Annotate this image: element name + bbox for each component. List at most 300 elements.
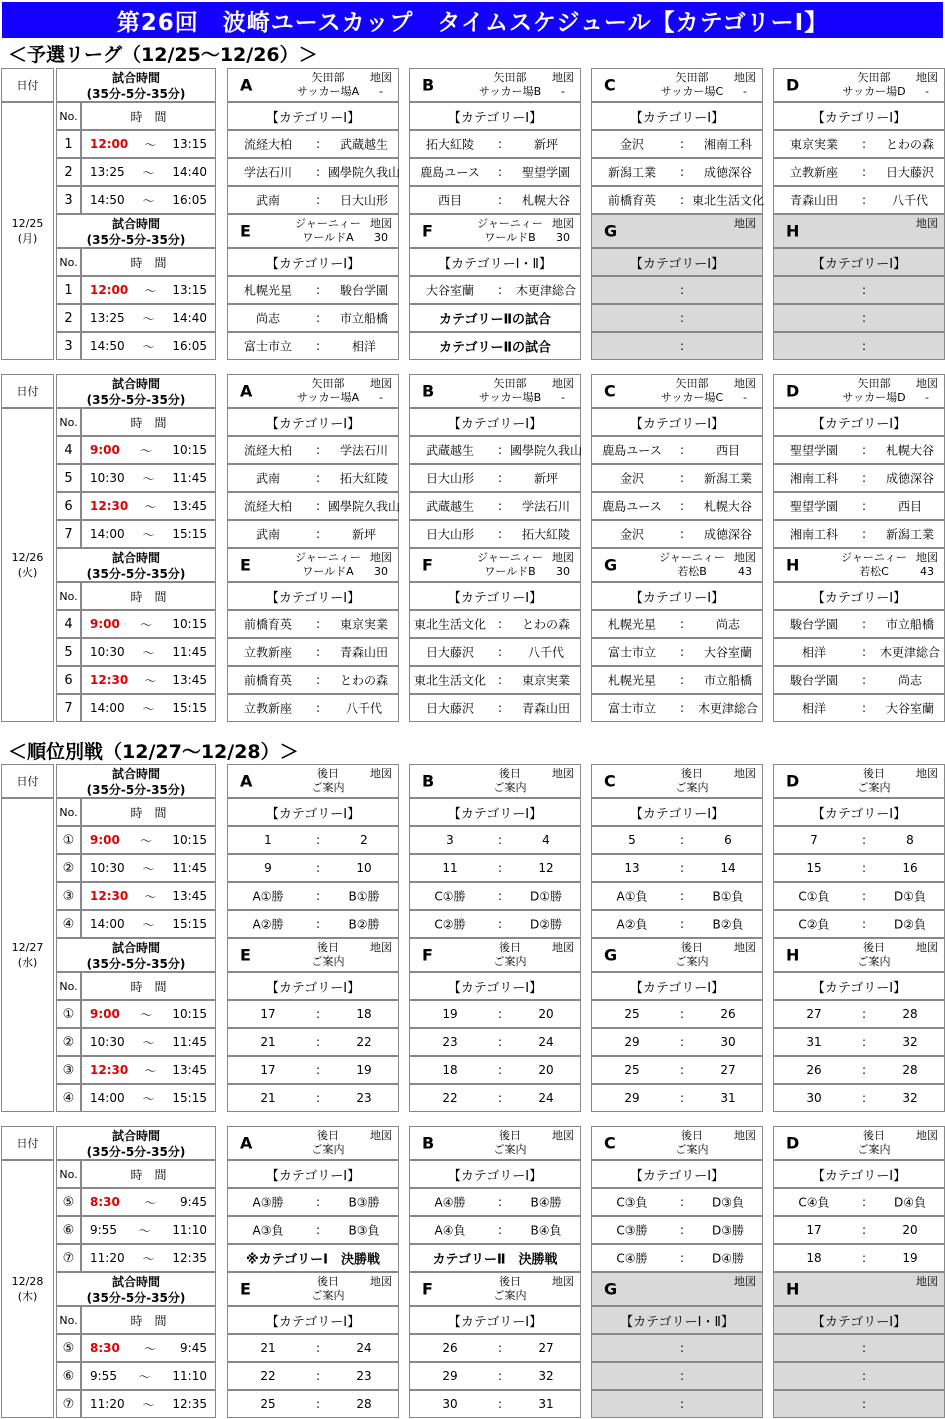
map-link[interactable]: 地図 - <box>370 377 392 404</box>
map-link[interactable]: 地図 <box>370 1129 392 1142</box>
no-header: No. <box>56 1306 81 1334</box>
match-cell <box>409 826 581 854</box>
match-time <box>81 610 216 638</box>
map-link[interactable]: 地図 - <box>370 71 392 98</box>
away-team: 拓大紅陵 <box>339 471 388 486</box>
home-team: 流経大柏 <box>243 443 292 458</box>
versus-colon: : <box>679 833 685 847</box>
match-cell <box>227 1334 399 1362</box>
start-time: 12:00 <box>90 283 129 297</box>
tilde: ～ <box>144 499 157 514</box>
home-team: 18 <box>806 1251 822 1265</box>
venue-name: 後日 ご案内 <box>675 767 709 794</box>
tilde: ～ <box>143 1341 156 1356</box>
match-time <box>81 186 216 214</box>
away-team: 23 <box>356 1091 372 1105</box>
match-time <box>81 854 216 882</box>
venue-header-b <box>409 374 581 408</box>
time-header <box>56 1126 216 1160</box>
tilde: ～ <box>142 165 155 180</box>
venue-letter: A <box>240 1133 253 1153</box>
date-header: 日付 <box>1 68 54 102</box>
away-team: B④勝 <box>530 1195 562 1210</box>
match-cell <box>409 910 581 938</box>
home-team: 富士市立 <box>243 339 292 354</box>
match-time <box>81 1244 216 1272</box>
venue-category: 【カテゴリーⅠ】 <box>227 1306 399 1334</box>
start-time: 12:30 <box>90 889 129 903</box>
match-time <box>81 130 216 158</box>
home-team: 11 <box>442 861 458 875</box>
time-header <box>56 68 216 102</box>
end-time: 9:45 <box>180 1195 207 1209</box>
venue-header-f <box>409 548 581 582</box>
match-number: ⑥ <box>56 1216 81 1244</box>
versus-colon: : <box>679 1341 685 1355</box>
tilde: ～ <box>142 471 155 486</box>
match-cell <box>227 186 399 214</box>
venue-header-g <box>591 1272 763 1306</box>
map-link[interactable]: 地図 <box>734 1275 756 1288</box>
map-link[interactable]: 地図 43 <box>916 551 938 578</box>
versus-colon: : <box>679 1195 685 1209</box>
map-link[interactable]: 地図 <box>734 767 756 780</box>
match-cell <box>773 666 945 694</box>
map-link[interactable]: 地図 <box>734 941 756 954</box>
map-link[interactable]: 地図 <box>916 767 938 780</box>
match-cell <box>591 276 763 304</box>
home-team: C②勝 <box>434 917 466 932</box>
match-time <box>81 276 216 304</box>
home-team: 日大藤沢 <box>425 645 474 660</box>
map-link[interactable]: 地図 <box>734 217 756 230</box>
venue-name: ジャーニィー ワールドB <box>477 217 543 244</box>
away-team: 八千代 <box>345 701 382 716</box>
venue-name: 矢田部 サッカー場D <box>842 377 906 404</box>
away-team: 28 <box>356 1397 372 1411</box>
venue-letter: C <box>604 75 616 95</box>
away-team: 八千代 <box>891 193 928 208</box>
home-team: 聖望学園 <box>789 443 838 458</box>
map-link[interactable]: 地図 <box>552 767 574 780</box>
home-team: A①勝 <box>252 889 284 904</box>
venue-letter: H <box>786 945 800 965</box>
time-header-format: (35分-5分-35分) <box>86 1145 186 1159</box>
match-time <box>81 436 216 464</box>
versus-colon: : <box>861 917 867 931</box>
match-time <box>81 1000 216 1028</box>
match-cell <box>227 1188 399 1216</box>
end-time: 11:10 <box>172 1223 207 1237</box>
venue-header-h <box>773 1272 945 1306</box>
home-team: 日大山形 <box>425 471 474 486</box>
match-number: 7 <box>56 520 81 548</box>
venue-name: 後日 ご案内 <box>493 767 527 794</box>
versus-colon: : <box>315 1091 321 1105</box>
start-time: 13:25 <box>90 311 125 325</box>
venue-letter: E <box>240 221 251 241</box>
page-title: 第26回 波崎ユースカップ タイムスケジュール【カテゴリーⅠ】 <box>2 2 943 38</box>
time-header-label: 試合時間 <box>111 941 160 955</box>
venue-header-a <box>227 68 399 102</box>
map-link[interactable]: 地図 <box>370 767 392 780</box>
end-time: 16:05 <box>172 339 207 353</box>
versus-colon: : <box>679 339 685 353</box>
versus-colon: : <box>497 1195 503 1209</box>
versus-colon: : <box>679 1091 685 1105</box>
start-time: 12:30 <box>90 1063 129 1077</box>
match-number: 4 <box>56 610 81 638</box>
venue-header-e <box>227 548 399 582</box>
end-time: 11:45 <box>172 645 207 659</box>
venue-header-d <box>773 374 945 408</box>
away-team: とわの森 <box>885 137 934 152</box>
home-team: 1 <box>264 833 272 847</box>
map-link[interactable]: 地図 43 <box>734 551 756 578</box>
start-time: 10:30 <box>90 645 125 659</box>
map-link[interactable]: 地図 <box>916 1275 938 1288</box>
home-team: 湘南工科 <box>789 471 838 486</box>
tilde: ～ <box>142 1397 155 1412</box>
map-link[interactable]: 地図 30 <box>552 551 574 578</box>
map-link[interactable]: 地図 <box>552 941 574 954</box>
versus-colon: : <box>497 833 503 847</box>
versus-colon: : <box>497 1007 503 1021</box>
home-team: 21 <box>260 1035 276 1049</box>
versus-colon: : <box>315 471 321 485</box>
match-cell <box>591 332 763 360</box>
time-header-format: (35分-5分-35分) <box>86 783 186 797</box>
versus-colon: : <box>679 861 685 875</box>
map-link[interactable]: 地図 <box>734 1129 756 1142</box>
match-cell <box>773 464 945 492</box>
match-note: カテゴリーⅡの試合 <box>438 312 552 328</box>
no-header: No. <box>56 408 81 436</box>
home-team: 駿台学園 <box>789 673 838 688</box>
away-team: 14 <box>720 861 736 875</box>
match-cell <box>591 910 763 938</box>
versus-colon: : <box>679 1397 685 1411</box>
end-time: 10:15 <box>172 443 207 457</box>
map-link[interactable]: 地図 - <box>552 377 574 404</box>
away-team: 19 <box>356 1063 372 1077</box>
away-team: 28 <box>902 1063 918 1077</box>
map-link[interactable]: 地図 <box>552 1275 574 1288</box>
start-time: 10:30 <box>90 861 125 875</box>
start-time: 9:00 <box>90 443 120 457</box>
venue-category: 【カテゴリーⅠ】 <box>773 972 945 1000</box>
venue-letter: D <box>786 381 800 401</box>
home-team: 札幌光星 <box>243 283 292 298</box>
map-link[interactable]: 地図 - <box>552 71 574 98</box>
venue-category: 【カテゴリーⅠ】 <box>409 408 581 436</box>
time-header-format: (35分-5分-35分) <box>86 567 186 581</box>
tilde: ～ <box>142 1251 155 1266</box>
match-cell <box>227 1056 399 1084</box>
versus-colon: : <box>861 889 867 903</box>
tilde: ～ <box>142 1035 155 1050</box>
venue-name: 後日 ご案内 <box>311 1129 345 1156</box>
away-team: 青森山田 <box>339 645 388 660</box>
venue-name: 矢田部 サッカー場B <box>478 377 542 404</box>
date-header: 日付 <box>1 764 54 798</box>
versus-colon: : <box>315 889 321 903</box>
home-team: C③負 <box>616 1195 648 1210</box>
end-time: 12:35 <box>172 1397 207 1411</box>
venue-letter: A <box>240 381 253 401</box>
versus-colon: : <box>315 1223 321 1237</box>
no-header: No. <box>56 102 81 130</box>
match-cell <box>773 826 945 854</box>
versus-colon: : <box>861 1091 867 1105</box>
match-cell <box>409 610 581 638</box>
map-link[interactable]: 地図 30 <box>552 217 574 244</box>
venue-header-a <box>227 1126 399 1160</box>
venue-category: 【カテゴリーⅠ】 <box>227 408 399 436</box>
match-time <box>81 332 216 360</box>
home-team: A③負 <box>252 1223 284 1238</box>
away-team: 東京実業 <box>521 673 570 688</box>
match-number: ⑦ <box>56 1390 81 1418</box>
date-cell: 12/25 (月) <box>1 102 54 360</box>
versus-colon: : <box>315 311 321 325</box>
away-team: 20 <box>902 1223 918 1237</box>
away-team: 4 <box>542 833 550 847</box>
venue-name: ジャーニィー ワールドA <box>295 551 361 578</box>
venue-header-c <box>591 374 763 408</box>
venue-header-e <box>227 1272 399 1306</box>
start-time: 12:00 <box>90 137 129 151</box>
match-cell <box>591 638 763 666</box>
time-header <box>56 938 216 972</box>
match-cell <box>591 186 763 214</box>
away-team: 札幌大谷 <box>703 499 752 514</box>
match-cell <box>591 1000 763 1028</box>
versus-colon: : <box>315 1007 321 1021</box>
end-time: 11:45 <box>172 471 207 485</box>
match-cell <box>591 1390 763 1418</box>
match-cell <box>409 1084 581 1112</box>
time-header <box>56 214 216 248</box>
map-link[interactable]: 地図 - <box>916 71 938 98</box>
end-time: 12:35 <box>172 1251 207 1265</box>
end-time: 15:15 <box>172 527 207 541</box>
venue-category: 【カテゴリーⅠ】 <box>227 248 399 276</box>
home-team: 流経大柏 <box>243 137 292 152</box>
map-link[interactable]: 地図 - <box>734 71 756 98</box>
tilde: ～ <box>142 339 155 354</box>
away-team: 札幌大谷 <box>521 193 570 208</box>
versus-colon: : <box>497 499 503 513</box>
tilde: ～ <box>142 861 155 876</box>
map-link[interactable]: 地図 30 <box>370 217 392 244</box>
home-team: 武蔵越生 <box>425 499 474 514</box>
versus-colon: : <box>679 1223 685 1237</box>
away-team: B③勝 <box>348 1195 380 1210</box>
venue-category: 【カテゴリーⅠ】 <box>773 1160 945 1188</box>
versus-colon: : <box>315 137 321 151</box>
versus-colon: : <box>861 527 867 541</box>
away-team: 28 <box>902 1007 918 1021</box>
venue-header-d <box>773 1126 945 1160</box>
versus-colon: : <box>497 1397 503 1411</box>
match-cell <box>227 276 399 304</box>
match-time <box>81 1056 216 1084</box>
away-team: B①勝 <box>348 889 380 904</box>
tilde: ～ <box>140 617 153 632</box>
venue-header-a <box>227 374 399 408</box>
away-team: 成徳深谷 <box>885 471 934 486</box>
match-cell <box>773 1084 945 1112</box>
home-team: 18 <box>442 1063 458 1077</box>
match-cell <box>409 464 581 492</box>
versus-colon: : <box>679 137 685 151</box>
time-header-format: (35分-5分-35分) <box>86 393 186 407</box>
map-link[interactable]: 地図 <box>552 1129 574 1142</box>
versus-colon: : <box>679 1035 685 1049</box>
versus-colon: : <box>861 617 867 631</box>
match-cell <box>409 882 581 910</box>
venue-category: 【カテゴリーⅠ】 <box>591 408 763 436</box>
home-team: 21 <box>260 1091 276 1105</box>
venue-category: 【カテゴリーⅠ】 <box>591 582 763 610</box>
home-team: 9 <box>264 861 272 875</box>
versus-colon: : <box>861 1397 867 1411</box>
venue-name: ジャーニィー 若松C <box>841 551 907 578</box>
map-link[interactable]: 地図 <box>916 1129 938 1142</box>
start-time: 11:20 <box>90 1397 125 1411</box>
match-cell <box>591 610 763 638</box>
match-cell <box>773 130 945 158</box>
match-cell <box>591 1244 763 1272</box>
time-header-label: 試合時間 <box>111 71 160 85</box>
versus-colon: : <box>497 527 503 541</box>
home-team: 青森山田 <box>789 193 838 208</box>
away-team: 10 <box>356 861 372 875</box>
end-time: 13:45 <box>172 499 207 513</box>
venue-letter: E <box>240 555 251 575</box>
start-time: 9:00 <box>90 617 120 631</box>
match-number: 6 <box>56 492 81 520</box>
time-header-label: 試合時間 <box>111 551 160 565</box>
home-team: 5 <box>628 833 636 847</box>
match-cell <box>591 666 763 694</box>
away-team: 湘南工科 <box>703 137 752 152</box>
start-time: 9:00 <box>90 833 120 847</box>
match-cell <box>591 1028 763 1056</box>
match-cell <box>773 332 945 360</box>
venue-letter: E <box>240 945 251 965</box>
match-cell <box>409 1056 581 1084</box>
match-cell <box>773 610 945 638</box>
versus-colon: : <box>861 701 867 715</box>
versus-colon: : <box>861 1251 867 1265</box>
match-number: ④ <box>56 910 81 938</box>
away-team: 聖望学園 <box>521 165 570 180</box>
home-team: 流経大柏 <box>243 499 292 514</box>
map-link[interactable]: 地図 <box>916 941 938 954</box>
match-cell <box>591 464 763 492</box>
match-cell <box>773 638 945 666</box>
map-link[interactable]: 地図 <box>370 941 392 954</box>
match-cell <box>409 1390 581 1418</box>
map-link[interactable]: 地図 - <box>916 377 938 404</box>
tilde: ～ <box>142 1091 155 1106</box>
versus-colon: : <box>861 1035 867 1049</box>
home-team: 23 <box>442 1035 458 1049</box>
versus-colon: : <box>679 617 685 631</box>
match-cell <box>591 1188 763 1216</box>
venue-category: 【カテゴリーⅠ】 <box>409 582 581 610</box>
versus-colon: : <box>861 471 867 485</box>
map-link[interactable]: 地図 <box>916 217 938 230</box>
match-cell <box>773 1028 945 1056</box>
match-cell <box>591 1216 763 1244</box>
map-link[interactable]: 地図 - <box>734 377 756 404</box>
match-number: 2 <box>56 304 81 332</box>
versus-colon: : <box>679 443 685 457</box>
time-header-label: 試合時間 <box>111 767 160 781</box>
match-cell <box>227 1244 399 1272</box>
home-team: 富士市立 <box>607 701 656 716</box>
match-cell <box>227 332 399 360</box>
match-cell <box>773 436 945 464</box>
venue-name: 後日 ご案内 <box>493 1129 527 1156</box>
end-time: 15:15 <box>172 1091 207 1105</box>
home-team: 武蔵越生 <box>425 443 474 458</box>
time-header-format: (35分-5分-35分) <box>86 1291 186 1305</box>
away-team: 相洋 <box>351 339 376 354</box>
match-number: ⑤ <box>56 1188 81 1216</box>
venue-name: 矢田部 サッカー場C <box>660 71 724 98</box>
venue-header-d <box>773 764 945 798</box>
venue-letter: G <box>604 1279 618 1299</box>
away-team: 新坪 <box>351 527 376 542</box>
home-team: 武南 <box>255 471 280 486</box>
away-team: 八千代 <box>527 645 564 660</box>
match-time <box>81 520 216 548</box>
versus-colon: : <box>497 165 503 179</box>
match-time <box>81 1334 216 1362</box>
venue-category: 【カテゴリーⅠ】 <box>227 798 399 826</box>
tilde: ～ <box>140 1007 153 1022</box>
away-team: 尚志 <box>897 673 922 688</box>
venue-letter: D <box>786 771 800 791</box>
match-cell <box>227 610 399 638</box>
venue-letter: E <box>240 1279 251 1299</box>
map-link[interactable]: 地図 30 <box>370 551 392 578</box>
match-number: ⑦ <box>56 1244 81 1272</box>
venue-header-b <box>409 68 581 102</box>
venue-category: 【カテゴリーⅠ】 <box>227 1160 399 1188</box>
no-header: No. <box>56 1160 81 1188</box>
versus-colon: : <box>315 1341 321 1355</box>
away-team: 30 <box>720 1035 736 1049</box>
versus-colon: : <box>679 193 685 207</box>
venue-name: ジャーニィー ワールドA <box>295 217 361 244</box>
versus-colon: : <box>315 165 321 179</box>
match-cell <box>773 694 945 722</box>
versus-colon: : <box>315 833 321 847</box>
away-team: 31 <box>720 1091 736 1105</box>
venue-category: 【カテゴリーⅠ】 <box>773 408 945 436</box>
home-team: 武南 <box>255 527 280 542</box>
tilde: ～ <box>143 1195 156 1210</box>
home-team: C②負 <box>798 917 830 932</box>
match-cell <box>409 1216 581 1244</box>
map-link[interactable]: 地図 <box>370 1275 392 1288</box>
home-team: 相洋 <box>801 645 826 660</box>
